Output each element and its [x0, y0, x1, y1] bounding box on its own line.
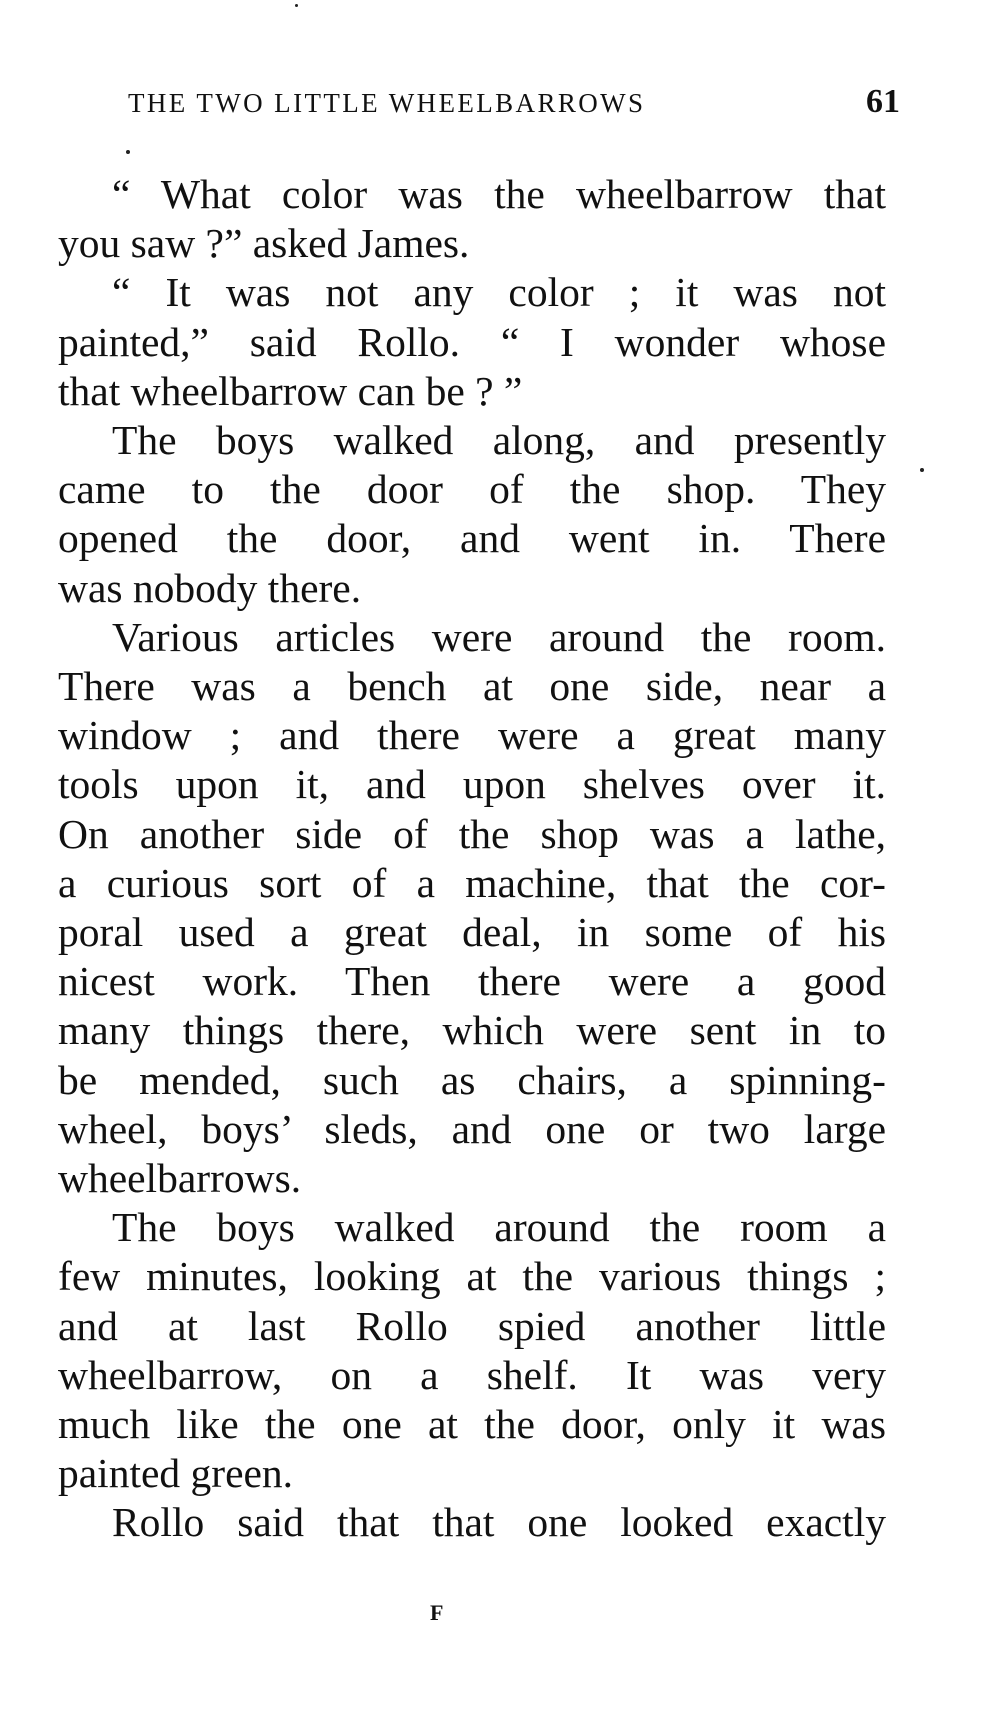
running-head — [128, 83, 900, 128]
text-line: and at last Rollo spied another little — [58, 1302, 886, 1349]
text-line: few minutes, looking at the various things ; — [58, 1253, 886, 1300]
text-line: “ What color was the wheelbarrow that — [112, 171, 886, 217]
text-line: On another side of the shop was a lathe, — [58, 810, 886, 857]
text-line: tools upon it, and upon shelves over it. — [58, 761, 886, 808]
paragraph-2 — [58, 268, 886, 416]
signature-mark: F — [430, 1600, 444, 1625]
text-line: a curious sort of a machine, that the cor- — [58, 859, 886, 906]
stray-dot — [920, 468, 924, 472]
text-line: wheelbarrows. — [58, 1155, 302, 1202]
paragraph-5 — [58, 1203, 886, 1498]
text-line: There was a bench at one side, near a — [58, 663, 886, 710]
text-line: opened the door, and went in. There — [58, 515, 886, 562]
text-line: painted green. — [58, 1450, 294, 1497]
text-line: was nobody there. — [58, 564, 362, 611]
text-line: came to the door of the shop. They — [58, 466, 886, 513]
text-line: much like the one at the door, only it was — [58, 1401, 886, 1448]
text-line: painted,” said Rollo. “ I wonder whose — [58, 318, 886, 365]
text-line: many things there, which were sent in to — [58, 1007, 886, 1054]
text-line: nicest work. Then there were a good — [58, 958, 886, 1005]
text-line: window ; and there were a great many — [58, 712, 886, 759]
text-line: you saw ?” asked James. — [58, 220, 470, 267]
text-line: The boys walked around the room a — [112, 1204, 886, 1251]
paragraph-3 — [58, 416, 886, 613]
text-line: wheel, boys’ sleds, and one or two large — [58, 1105, 886, 1152]
text-line: “ It was not any color ; it was not — [112, 269, 886, 316]
text-line: wheelbarrow, on a shelf. It was very — [58, 1351, 886, 1398]
text-line: Rollo said that that one looked exactly — [112, 1499, 886, 1546]
stray-dot — [295, 4, 298, 7]
running-title: THE TWO LITTLE WHEELBARROWS — [128, 88, 646, 118]
text-line: be mended, such as chairs, a spinning- — [58, 1056, 886, 1103]
text-line: that wheelbarrow can be ? ” — [58, 367, 523, 414]
paragraph-4 — [58, 613, 886, 1203]
page-number: 61 — [866, 83, 900, 120]
paragraph-6 — [58, 1498, 886, 1547]
stray-dot — [126, 150, 130, 154]
body-text — [58, 170, 886, 1548]
paragraph-1 — [58, 170, 886, 268]
text-line: poral used a great deal, in some of his — [58, 909, 886, 956]
text-line: Various articles were around the room. — [112, 613, 886, 660]
text-line: The boys walked along, and presently — [112, 417, 886, 464]
